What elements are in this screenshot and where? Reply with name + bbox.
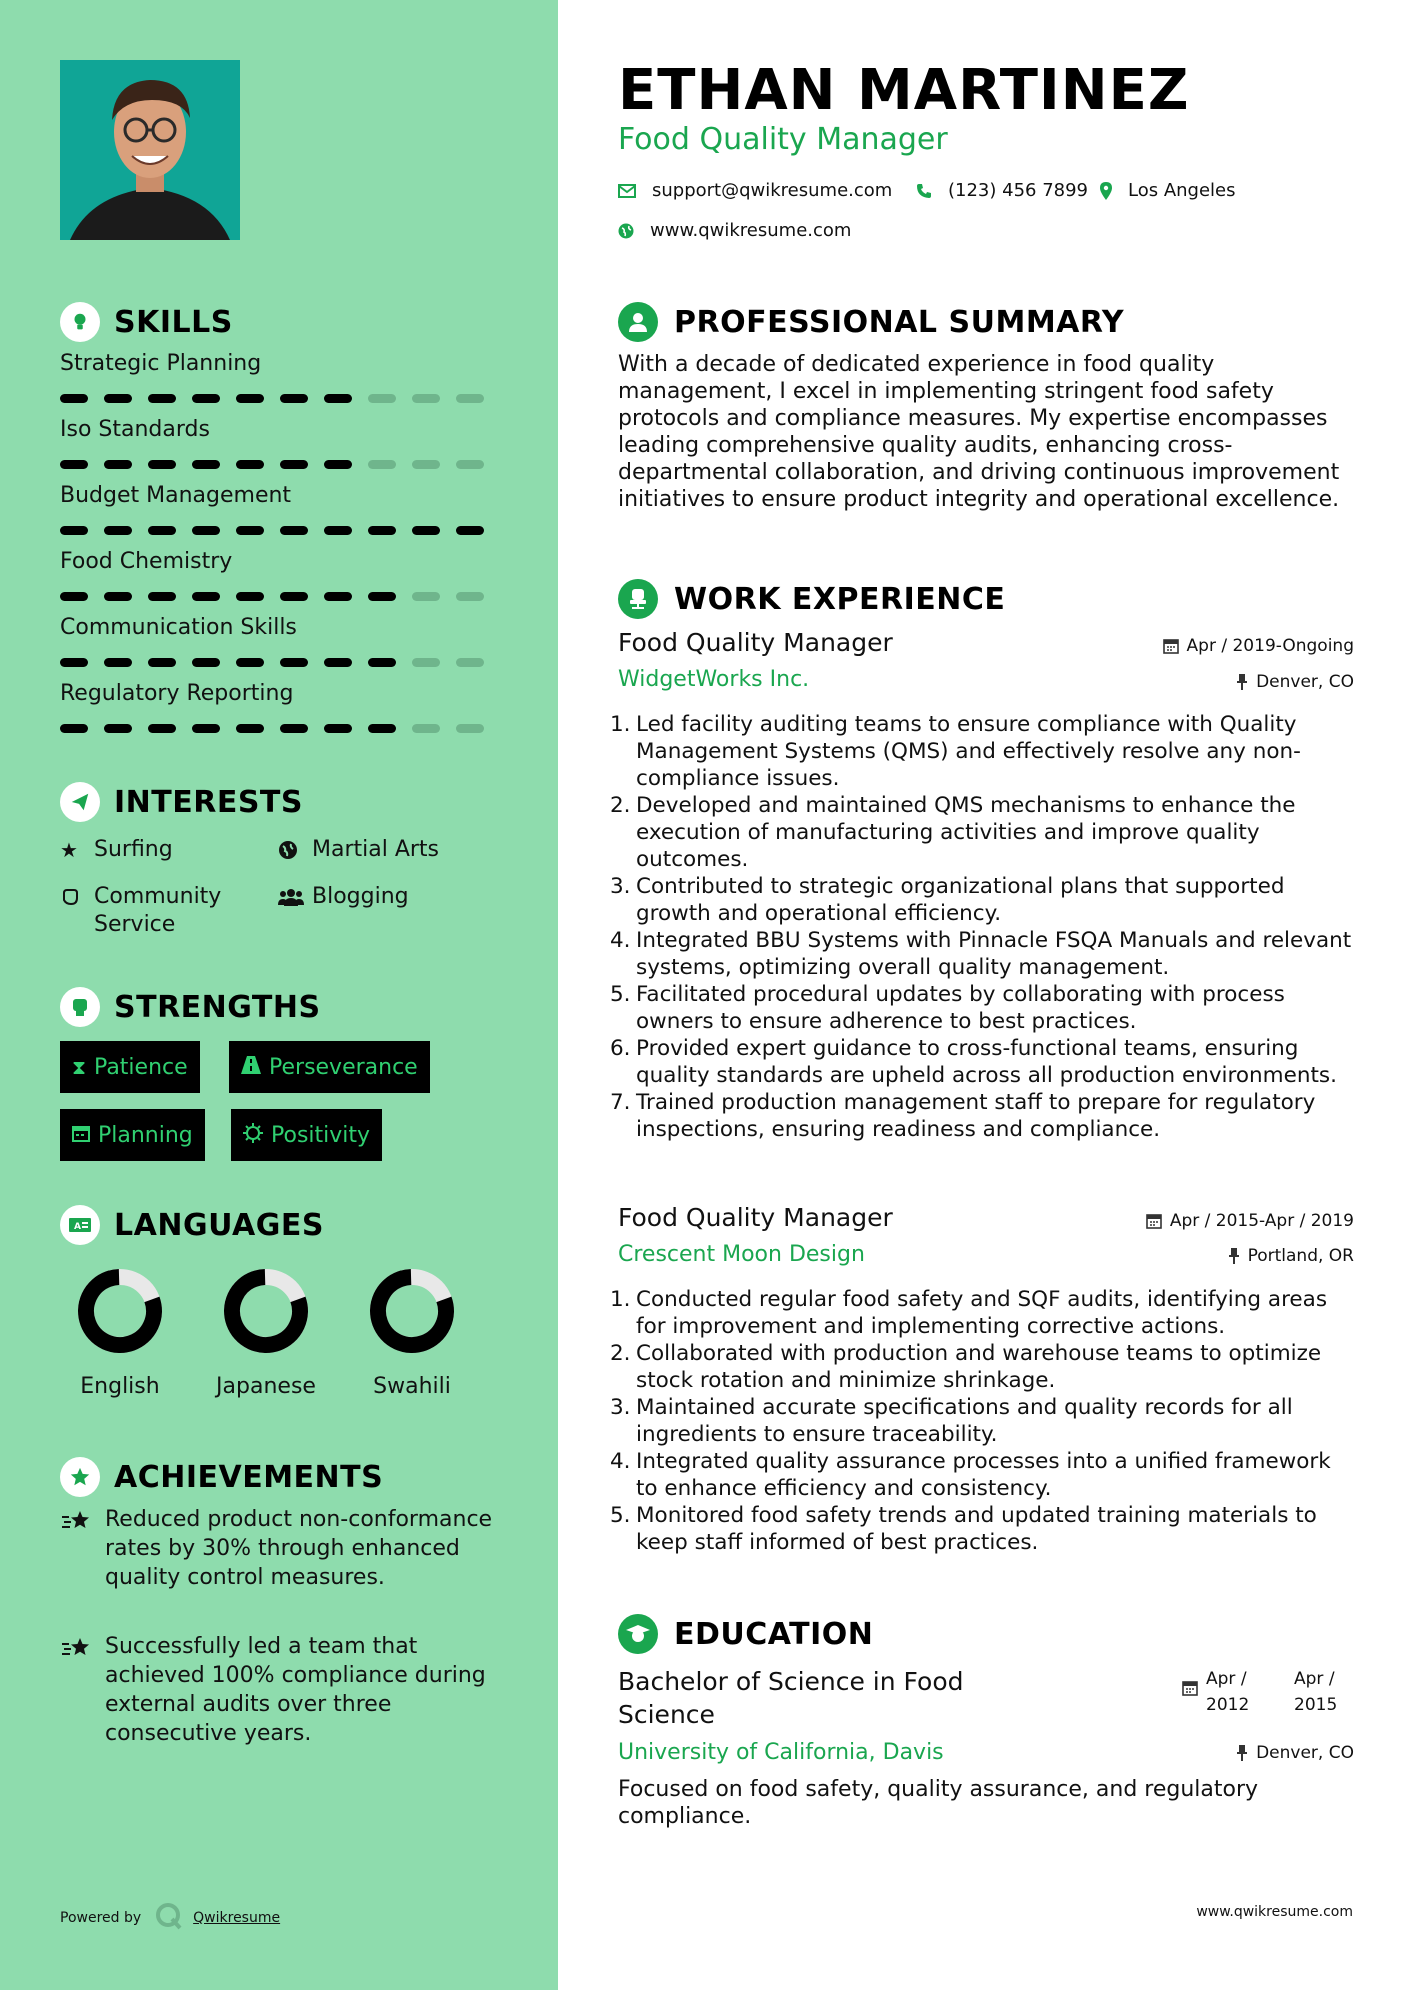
responsibility-text: Collaborated with production and warehouse teams to optimize stock rotation and minimize shrinkage. xyxy=(636,1341,1322,1393)
list-number: 6. xyxy=(610,1036,631,1061)
list-number: 1. xyxy=(610,1287,631,1312)
skill-level-segment xyxy=(192,394,220,403)
skill-level-segment xyxy=(412,460,440,469)
location-text: Los Angeles xyxy=(1128,180,1236,201)
skill-level-segment xyxy=(412,658,440,667)
skill-level-segment xyxy=(280,592,308,601)
skill-level-segment xyxy=(456,592,484,601)
brand-link[interactable]: Qwikresume xyxy=(193,1910,281,1926)
education-dates xyxy=(1182,1666,1354,1718)
calendar-icon xyxy=(1182,1680,1198,1696)
skill-level-segment xyxy=(60,658,88,667)
skill-item xyxy=(60,548,500,601)
skill-level-segment xyxy=(324,658,352,667)
job-dates: Apr / 2019-Ongoing xyxy=(1163,636,1354,656)
skill-level-segment xyxy=(456,724,484,733)
fist-icon xyxy=(60,987,100,1027)
language-item xyxy=(206,1268,326,1399)
hand-icon xyxy=(60,883,86,911)
skill-item xyxy=(60,614,500,667)
responsibility-text: Provided expert guidance to cross-functional teams, ensuring quality standards are upheld across all production environments. xyxy=(636,1036,1337,1088)
responsibility-item xyxy=(610,1286,1354,1340)
skill-level-segment xyxy=(148,394,176,403)
users-icon xyxy=(278,883,304,911)
skill-level-segment xyxy=(368,394,396,403)
skill-level-segment xyxy=(104,526,132,535)
responsibility-item xyxy=(610,1035,1354,1089)
skill-level-segment xyxy=(280,724,308,733)
education-end: Apr / 2015 xyxy=(1294,1669,1338,1715)
calendar-icon xyxy=(1163,638,1179,654)
responsibility-item xyxy=(610,1394,1354,1448)
education-location: Denver, CO xyxy=(1236,1743,1354,1763)
shooting-star-icon xyxy=(60,1505,105,1592)
languages-title: LANGUAGES xyxy=(114,1207,324,1243)
list-number: 3. xyxy=(610,1395,631,1420)
interest-item: Blogging xyxy=(278,883,409,911)
responsibility-item xyxy=(610,927,1354,981)
job-location: Denver, CO xyxy=(1236,672,1354,692)
summary-heading xyxy=(618,302,1124,342)
responsibility-item xyxy=(610,873,1354,927)
skill-level-bar xyxy=(60,592,500,601)
job-location: Portland, OR xyxy=(1228,1246,1354,1266)
skill-level-segment xyxy=(60,592,88,601)
skill-name: Strategic Planning xyxy=(60,351,262,376)
languages-heading xyxy=(60,1205,324,1245)
list-number: 5. xyxy=(610,1503,631,1528)
language-item xyxy=(352,1268,472,1399)
language-proficiency-ring xyxy=(223,1268,309,1354)
interest-item: ★ Surfing xyxy=(60,837,173,862)
list-number: 1. xyxy=(610,712,631,737)
svg-text:A: A xyxy=(74,1222,81,1232)
responsibility-text: Conducted regular food safety and SQF audits, identifying areas for improvement and implementing corrective actions. xyxy=(636,1287,1328,1339)
language-name: Swahili xyxy=(373,1374,451,1399)
skill-level-segment xyxy=(324,592,352,601)
footer-url[interactable]: www.qwikresume.com xyxy=(1196,1904,1353,1920)
language-name: Japanese xyxy=(216,1374,316,1399)
calendar-icon xyxy=(1146,1213,1162,1229)
skill-level-segment xyxy=(368,526,396,535)
skill-level-segment xyxy=(324,526,352,535)
pushpin-icon xyxy=(1236,674,1248,690)
skill-level-bar xyxy=(60,526,500,535)
skill-level-segment xyxy=(368,658,396,667)
skill-level-segment xyxy=(60,460,88,469)
skill-level-segment xyxy=(456,658,484,667)
company-name: Crescent Moon Design xyxy=(618,1242,865,1267)
skill-level-segment xyxy=(236,724,264,733)
globe-icon xyxy=(278,836,304,864)
skill-item xyxy=(60,350,500,403)
strengths-title: STRENGTHS xyxy=(114,989,321,1025)
skill-level-segment xyxy=(368,460,396,469)
skill-name: Budget Management xyxy=(60,483,292,508)
responsibility-item xyxy=(610,1340,1354,1394)
achievements-heading xyxy=(60,1457,383,1497)
responsibility-text: Contributed to strategic organizational plans that supported growth and operational efficiency. xyxy=(636,874,1285,926)
responsibility-text: Maintained accurate specifications and quality records for all ingredients to ensure traceability. xyxy=(636,1395,1293,1447)
skill-level-segment xyxy=(368,592,396,601)
list-number: 2. xyxy=(610,793,631,818)
skill-level-segment xyxy=(148,724,176,733)
skill-item xyxy=(60,680,500,733)
skill-name: Food Chemistry xyxy=(60,549,233,574)
interests-heading xyxy=(60,782,303,822)
map-pin-icon xyxy=(1100,182,1112,200)
job-dates: Apr / 2015-Apr / 2019 xyxy=(1146,1211,1354,1231)
responsibility-text: Developed and maintained QMS mechanisms to enhance the execution of manufacturing activities and improve quality outcomes. xyxy=(636,793,1296,872)
skill-level-segment xyxy=(104,592,132,601)
education-heading xyxy=(618,1614,873,1654)
achievements-title: ACHIEVEMENTS xyxy=(114,1459,384,1495)
skill-level-segment xyxy=(456,526,484,535)
responsibility-item xyxy=(610,981,1354,1035)
skill-level-segment xyxy=(236,658,264,667)
candidate-name: ETHAN MARTINEZ xyxy=(618,58,1190,123)
language-proficiency-ring xyxy=(77,1268,163,1354)
skill-level-segment xyxy=(280,526,308,535)
education-start: Apr / 2012 xyxy=(1206,1669,1250,1715)
pushpin-icon xyxy=(1228,1248,1240,1264)
globe-icon xyxy=(618,223,634,239)
responsibility-item xyxy=(610,1448,1354,1502)
list-number: 4. xyxy=(610,928,631,953)
strength-tag: Positivity xyxy=(231,1109,382,1161)
skill-level-segment xyxy=(456,460,484,469)
website-text[interactable]: www.qwikresume.com xyxy=(650,220,852,241)
star-icon: ★ xyxy=(60,838,78,862)
achievement-item: Successfully led a team that achieved 100% compliance during external audits over three consecutive years. xyxy=(60,1632,500,1748)
achievement-item: Reduced product non-conformance rates by 30% through enhanced quality control measures. xyxy=(60,1505,500,1592)
email-text[interactable]: support@qwikresume.com xyxy=(652,180,893,201)
skill-level-segment xyxy=(104,724,132,733)
list-number: 2. xyxy=(610,1341,631,1366)
star-badge-icon xyxy=(60,1457,100,1497)
contact-phone xyxy=(916,180,1088,201)
list-number: 3. xyxy=(610,874,631,899)
skill-name: Regulatory Reporting xyxy=(60,681,294,706)
responsibility-text: Facilitated procedural updates by collaborating with process owners to ensure adherence to best practices. xyxy=(636,982,1285,1034)
skill-item xyxy=(60,416,500,469)
responsibility-item xyxy=(610,1502,1354,1556)
skill-level-segment xyxy=(412,592,440,601)
candidate-role: Food Quality Manager xyxy=(618,122,948,157)
company-name: WidgetWorks Inc. xyxy=(618,667,810,692)
skill-level-segment xyxy=(192,460,220,469)
skill-level-bar xyxy=(60,658,500,667)
skill-level-bar xyxy=(60,460,500,469)
phone-text: (123) 456 7899 xyxy=(948,180,1089,201)
profile-photo xyxy=(60,60,240,240)
skill-level-segment xyxy=(236,394,264,403)
skills-heading xyxy=(60,302,233,342)
education-title: EDUCATION xyxy=(674,1616,874,1652)
contact-location xyxy=(1100,180,1236,201)
phone-icon xyxy=(916,183,932,199)
skill-level-segment xyxy=(104,658,132,667)
lightbulb-icon xyxy=(60,302,100,342)
skill-level-segment xyxy=(60,526,88,535)
skill-level-segment xyxy=(148,526,176,535)
summary-text: With a decade of dedicated experience in food quality management, I excel in implementing stringent food safety protocols and compliance measures. My expertise encompasses leading comprehensive quality audits, enhancing cross-departmental collaboration, and driving continuous improvement initiatives to ensure product integrity and operational excellence. xyxy=(618,352,1340,512)
skill-level-segment xyxy=(60,724,88,733)
skill-level-bar xyxy=(60,394,500,403)
summary-title: PROFESSIONAL SUMMARY xyxy=(674,304,1125,340)
skill-level-segment xyxy=(280,460,308,469)
skills-title: SKILLS xyxy=(114,304,233,340)
degree-title: Bachelor of Science in Food Science xyxy=(618,1667,964,1729)
contact-website xyxy=(618,220,851,241)
calendar-icon xyxy=(72,1123,90,1147)
job-responsibilities xyxy=(610,1286,1354,1556)
sun-icon xyxy=(243,1123,263,1148)
interest-item: Community Service xyxy=(60,883,260,939)
hourglass-icon: ⧗ xyxy=(72,1055,87,1079)
school-name: University of California, Davis xyxy=(618,1740,944,1765)
skill-level-segment xyxy=(236,460,264,469)
responsibility-item xyxy=(610,711,1354,792)
skill-level-segment xyxy=(324,394,352,403)
sidebar xyxy=(0,0,558,1990)
skill-level-segment xyxy=(324,724,352,733)
language-proficiency-ring xyxy=(369,1268,455,1354)
paper-plane-icon xyxy=(60,782,100,822)
skill-level-segment xyxy=(192,724,220,733)
skill-level-segment xyxy=(192,526,220,535)
language-icon xyxy=(60,1205,100,1245)
responsibility-text: Trained production management staff to prepare for regulatory inspections, ensuring readiness and compliance. xyxy=(636,1090,1316,1142)
skill-level-segment xyxy=(60,394,88,403)
experience-title: WORK EXPERIENCE xyxy=(674,581,1006,617)
strength-tag: Perseverance xyxy=(229,1041,430,1093)
interests-title: INTERESTS xyxy=(114,784,303,820)
education-description: Focused on food safety, quality assurance, and regulatory compliance. xyxy=(618,1777,1259,1829)
chair-icon xyxy=(618,579,658,619)
skill-level-segment xyxy=(456,394,484,403)
powered-by-label: Powered by xyxy=(60,1910,142,1926)
skill-level-segment xyxy=(104,460,132,469)
skill-level-segment xyxy=(104,394,132,403)
strengths-heading xyxy=(60,987,321,1027)
strength-tag: ⧗ Patience xyxy=(60,1041,200,1093)
skill-level-segment xyxy=(280,658,308,667)
experience-heading xyxy=(618,579,1005,619)
skill-level-segment xyxy=(236,592,264,601)
job-title: Food Quality Manager xyxy=(618,1203,893,1232)
responsibility-text: Integrated quality assurance processes into a unified framework to enhance efficiency and consistency. xyxy=(636,1449,1331,1501)
skill-level-segment xyxy=(192,592,220,601)
interest-item: Martial Arts xyxy=(278,836,439,864)
job-title: Food Quality Manager xyxy=(618,628,893,657)
skill-level-segment xyxy=(412,724,440,733)
user-icon xyxy=(618,302,658,342)
skill-level-segment xyxy=(148,460,176,469)
responsibility-text: Led facility auditing teams to ensure compliance with Quality Management Systems (QMS) and effectively resolve any non-compliance issues. xyxy=(636,712,1301,791)
contact-email xyxy=(618,180,892,201)
skill-level-segment xyxy=(412,394,440,403)
envelope-icon xyxy=(618,184,636,198)
pushpin-icon xyxy=(1236,1745,1248,1761)
skill-level-segment xyxy=(280,394,308,403)
job-responsibilities xyxy=(610,711,1354,1143)
strength-tag: Planning xyxy=(60,1109,205,1161)
graduation-cap-icon xyxy=(618,1614,658,1654)
skill-level-segment xyxy=(412,526,440,535)
powered-by xyxy=(60,1902,280,1934)
responsibility-text: Integrated BBU Systems with Pinnacle FSQA Manuals and relevant systems, optimizing overall quality management. xyxy=(636,928,1352,980)
list-number: 4. xyxy=(610,1449,631,1474)
responsibility-item xyxy=(610,792,1354,873)
skill-level-segment xyxy=(236,526,264,535)
skill-level-segment xyxy=(324,460,352,469)
road-icon xyxy=(241,1055,261,1079)
skill-name: Communication Skills xyxy=(60,615,297,640)
skill-name: Iso Standards xyxy=(60,417,210,442)
qwikresume-logo-icon xyxy=(155,1902,183,1934)
language-item xyxy=(60,1268,180,1399)
responsibility-text: Monitored food safety trends and updated training materials to keep staff informed of best practices. xyxy=(636,1503,1317,1555)
list-number: 5. xyxy=(610,982,631,1007)
responsibility-item xyxy=(610,1089,1354,1143)
skill-level-bar xyxy=(60,724,500,733)
skill-level-segment xyxy=(148,592,176,601)
shooting-star-icon xyxy=(60,1632,105,1748)
language-name: English xyxy=(80,1374,160,1399)
list-number: 7. xyxy=(610,1090,631,1115)
skill-level-segment xyxy=(148,658,176,667)
skill-level-segment xyxy=(368,724,396,733)
skill-level-segment xyxy=(192,658,220,667)
skill-item xyxy=(60,482,500,535)
